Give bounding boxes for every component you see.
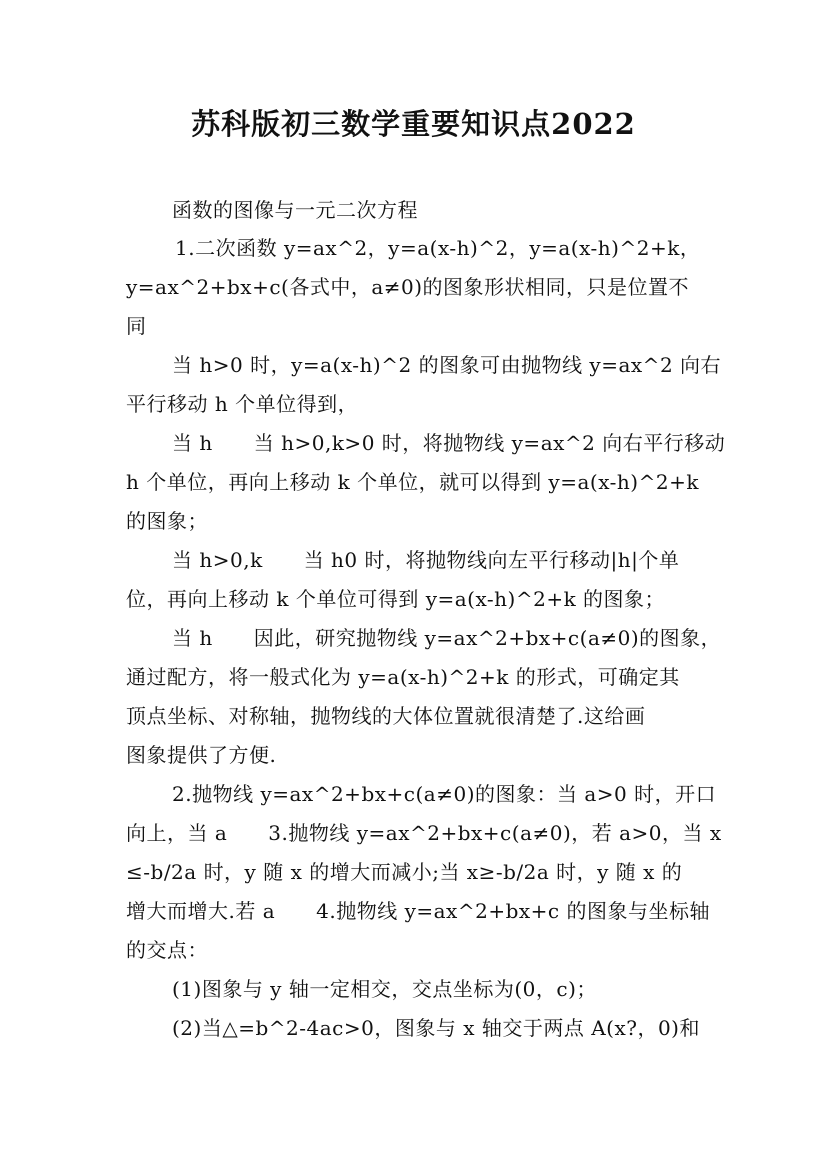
paragraph-line: ≤-b/2a 时，y 随 x 的增大而减小;当 x≥-b/2a 时，y 随 x 的 (126, 860, 683, 884)
paragraph-line: 1.二次函数 y=ax^2，y=a(x-h)^2，y=a(x-h)^2+k， (175, 236, 701, 260)
paragraph-line: 增大而增大.若 a 4.抛物线 y=ax^2+bx+c 的图象与坐标轴 (126, 899, 710, 923)
document-title: 苏科版初三数学重要知识点2022 (191, 107, 636, 141)
paragraph-line: 通过配方，将一般式化为 y=a(x-h)^2+k 的形式，可确定其 (126, 665, 680, 689)
paragraph-line: 的图象； (126, 509, 208, 533)
paragraph-line: 向上，当 a 3.抛物线 y=ax^2+bx+c(a≠0)，若 a>0，当 x (126, 821, 722, 845)
paragraph-line: 顶点坐标、对称轴，抛物线的大体位置就很清楚了.这给画 (126, 704, 646, 728)
paragraph-line: 当 h>0,k 当 h0 时，将抛物线向左平行移动|h|个单 (172, 548, 680, 572)
paragraph-line: 当 h 因此，研究抛物线 y=ax^2+bx+c(a≠0)的图象， (172, 626, 722, 650)
paragraph-line: 的交点： (126, 938, 208, 962)
paragraph-line: 当 h 当 h>0,k>0 时，将抛物线 y=ax^2 向右平行移动 (172, 431, 726, 455)
section-heading: 函数的图像与一元二次方程 (172, 198, 418, 222)
paragraph-line: 平行移动 h 个单位得到， (126, 392, 359, 416)
paragraph-line: h 个单位，再向上移动 k 个单位，就可以得到 y=a(x-h)^2+k (126, 470, 699, 494)
paragraph-line: 同 (126, 314, 147, 338)
paragraph-line: 位，再向上移动 k 个单位可得到 y=a(x-h)^2+k 的图象； (126, 587, 666, 611)
paragraph-line: 当 h>0 时，y=a(x-h)^2 的图象可由抛物线 y=ax^2 向右 (172, 353, 722, 377)
paragraph-line: (2)当△=b^2-4ac>0，图象与 x 轴交于两点 A(x?，0)和 (172, 1016, 700, 1040)
paragraph-line: y=ax^2+bx+c(各式中，a≠0)的图象形状相同，只是位置不 (126, 275, 690, 299)
paragraph-line: (1)图象与 y 轴一定相交，交点坐标为(0，c)； (172, 977, 597, 1001)
paragraph-line: 2.抛物线 y=ax^2+bx+c(a≠0)的图象：当 a>0 时，开口 (172, 782, 717, 806)
paragraph-line: 图象提供了方便. (126, 743, 277, 767)
